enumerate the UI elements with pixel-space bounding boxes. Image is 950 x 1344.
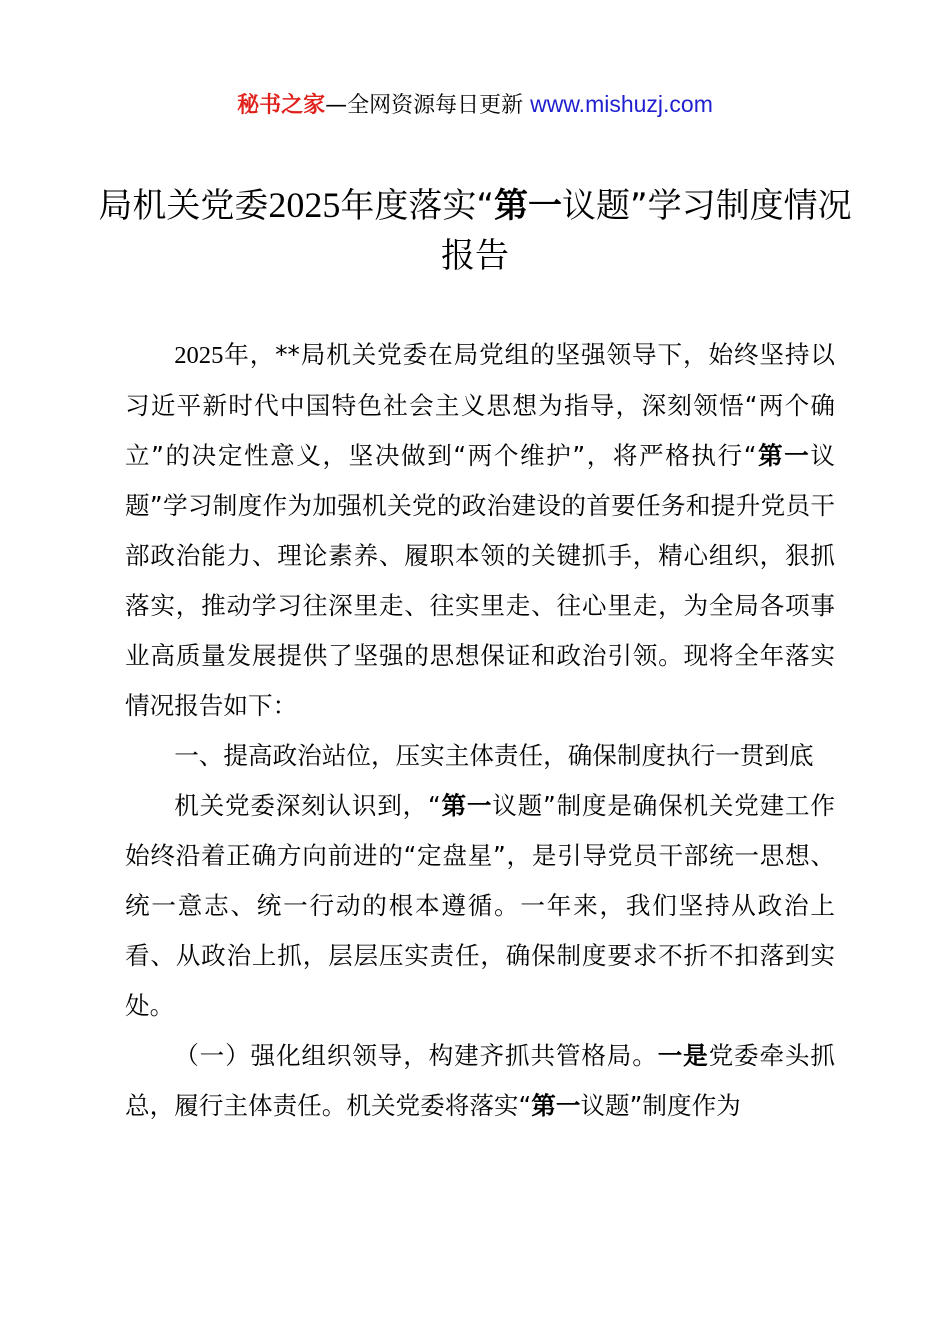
paragraph-intro — [125, 330, 835, 731]
subsection-bold-2: 第一 — [531, 1091, 581, 1120]
section-heading-1: 一、提高政治站位，压实主体责任，确保制度执行一贯到底 — [174, 741, 814, 770]
intro-text-2: 议题”学习制度作为加强机关党的政治建设的首要任务和提升党员干部政治能力、理论素养、履职本领的关键抓手，精心组织，狠抓落实，推动学习往深里走、往实里走、往心里走，为全局各项事业高质量发展提供了坚强的思想保证和政治引领。现将全年落实情况报告如下： — [125, 441, 835, 720]
subsection-text: （一）强化组织领导，构建齐抓共管格局。 — [174, 1041, 658, 1070]
title-part-3: 议题”学习制度情况报告 — [441, 186, 852, 276]
title-part-2: 年度落实“ — [340, 186, 494, 226]
subsection-bold: 一是 — [657, 1041, 709, 1070]
site-brand: 秘书之家 — [237, 93, 326, 118]
section1-bold: 第一 — [440, 791, 493, 820]
title-bold: 第一 — [494, 186, 562, 226]
site-tagline: —全网资源每日更新 — [325, 93, 531, 118]
title-part-1: 局机关党委 — [98, 186, 269, 226]
intro-bold: 第一 — [756, 441, 811, 470]
document-title — [90, 180, 860, 281]
title-year: 2025 — [268, 185, 341, 225]
paragraph-subsection-1 — [125, 1031, 835, 1131]
intro-year: 2025 — [174, 342, 224, 369]
site-url-link[interactable]: www.mishuzj.com — [530, 91, 713, 117]
subsection-text-2: 党委牵头抓总，履行主体责任。机关党委将落实“ — [125, 1041, 835, 1120]
site-header — [0, 88, 950, 122]
document-body — [125, 330, 835, 1131]
subsection-text-3: 议题”制度作为 — [580, 1091, 741, 1120]
section1-text: 机关党委深刻认识到，“ — [174, 791, 441, 820]
paragraph-section-1 — [125, 781, 835, 1031]
intro-text: 年，**局机关党委在局党组的坚强领导下，始终坚持以习近平新时代中国特色社会主义思想为指导，深刻领悟“两个确立”的决定性意义，坚决做到“两个维护”，将严格执行“ — [125, 340, 835, 470]
section1-text-2: 议题”制度是确保机关党建工作始终沿着正确方向前进的“定盘星”，是引导党员干部统一思想、统一意志、统一行动的根本遵循。一年来，我们坚持从政治上看、从政治上抓，层层压实责任，确保制度要求不折不扣落到实处。 — [125, 791, 835, 1020]
